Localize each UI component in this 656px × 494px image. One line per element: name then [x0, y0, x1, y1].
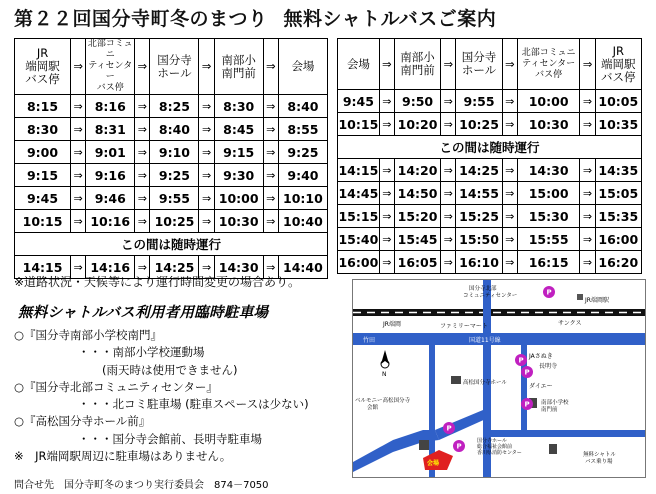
departure-time: 14:15: [338, 159, 380, 182]
departure-time: 10:10: [278, 187, 327, 210]
arrow-icon: ⇒: [263, 118, 278, 141]
svg-text:会場: 会場: [427, 460, 440, 467]
map-label-taketa: 竹田: [363, 337, 376, 344]
arrow-icon: ⇒: [502, 159, 517, 182]
map-label-minami: 南部小学校南門前: [541, 400, 569, 413]
departure-time: 14:40: [278, 256, 327, 279]
arrow-icon: ⇒: [580, 251, 595, 274]
svg-text:P: P: [456, 442, 462, 451]
departure-time: 9:55: [456, 90, 502, 113]
arrow-icon: ⇒: [441, 251, 456, 274]
departure-time: 15:00: [517, 182, 580, 205]
arrow-icon: ⇒: [502, 205, 517, 228]
svg-text:P: P: [446, 424, 452, 433]
departure-time: 8:31: [86, 118, 135, 141]
parking-list-item: ・・・国分寺会館前、長明寺駐車場: [78, 431, 262, 446]
arrow-icon: ⇒: [441, 228, 456, 251]
parking-list-item: ○『国分寺北部コミュニティセンター』: [14, 379, 218, 394]
arrow-icon: ⇒: [580, 90, 595, 113]
venue-marker: [423, 450, 453, 470]
table-row: [15, 164, 328, 187]
departure-time: 15:35: [595, 205, 641, 228]
arrow-icon: ⇒: [441, 159, 456, 182]
arrow-icon: ⇒: [71, 210, 86, 233]
table-row: [338, 113, 642, 136]
departure-time: 10:00: [214, 187, 263, 210]
departure-time: 10:40: [278, 210, 327, 233]
departure-time: 15:05: [595, 182, 641, 205]
parking-list-item: ※ JR端岡駅周辺に駐車場はありません。: [14, 449, 232, 464]
arrow-icon: ⇒: [379, 39, 394, 90]
departure-time: 15:15: [338, 205, 380, 228]
svg-text:N: N: [382, 371, 387, 378]
table-row: [15, 187, 328, 210]
arrow-icon: ⇒: [199, 210, 214, 233]
departure-time: 9:50: [394, 90, 440, 113]
page-title: [14, 4, 496, 31]
arrow-icon: ⇒: [199, 256, 214, 279]
parking-marker-hall: [515, 354, 527, 366]
arrow-icon: ⇒: [502, 228, 517, 251]
departure-time: 9:46: [86, 187, 135, 210]
map-label-bellmart: ベルモニー高松国分寺会館: [355, 398, 411, 411]
arrow-icon: ⇒: [379, 90, 394, 113]
map-label-jr: JR端岡: [383, 321, 401, 328]
arrow-icon: ⇒: [441, 205, 456, 228]
departure-time: 14:30: [214, 256, 263, 279]
arrow-icon: ⇒: [441, 39, 456, 90]
arrow-icon: ⇒: [580, 159, 595, 182]
stop-header: 南部小 南門前: [394, 39, 440, 90]
departure-time: 16:15: [517, 251, 580, 274]
table-row: [15, 118, 328, 141]
arrow-icon: ⇒: [580, 205, 595, 228]
table-row: [338, 90, 642, 113]
arrow-icon: ⇒: [71, 39, 86, 95]
departure-time: 16:20: [595, 251, 641, 274]
departure-time: 9:15: [214, 141, 263, 164]
stop-header: JR 端岡駅 バス停: [15, 39, 71, 95]
arrow-icon: ⇒: [502, 182, 517, 205]
arrow-icon: ⇒: [263, 95, 278, 118]
header-row: [338, 39, 642, 90]
parking-list-item: ・・・北コミ駐車場 (駐車スペースは少ない): [78, 397, 309, 412]
stop-header: 国分寺 ホール: [456, 39, 502, 90]
svg-text:P: P: [518, 356, 524, 365]
stop-header: 会場: [338, 39, 380, 90]
departure-time: 10:25: [456, 113, 502, 136]
map-label-hall: 高松国分寺ホール: [463, 380, 507, 386]
departure-time: 15:45: [394, 228, 440, 251]
parking-list-item: ○『高松国分寺ホール前』: [14, 414, 151, 429]
table-row: [338, 205, 642, 228]
departure-time: 15:40: [338, 228, 380, 251]
timetable-outbound: [14, 38, 328, 279]
table-row: [15, 141, 328, 164]
diagonal-road: [435, 410, 488, 440]
table-row: [338, 251, 642, 274]
stop-header: 南部小 南門前: [214, 39, 263, 95]
arrow-icon: ⇒: [379, 159, 394, 182]
departure-time: 8:55: [278, 118, 327, 141]
north-arrow-icon: [381, 350, 389, 378]
arrow-icon: ⇒: [199, 95, 214, 118]
departure-time: 10:05: [595, 90, 641, 113]
departure-time: 10:00: [517, 90, 580, 113]
irregular-service-row: [338, 136, 642, 159]
arrow-icon: ⇒: [135, 39, 150, 95]
arrow-icon: ⇒: [71, 256, 86, 279]
departure-time: 8:30: [214, 95, 263, 118]
delay-note: ※道路状況・天候等により運行時間変更の場合あり。: [14, 275, 301, 289]
arrow-icon: ⇒: [441, 182, 456, 205]
departure-time: 10:20: [394, 113, 440, 136]
arrow-icon: ⇒: [71, 95, 86, 118]
bellmart-building: [419, 440, 429, 450]
arrow-icon: ⇒: [580, 39, 595, 90]
departure-time: 16:00: [595, 228, 641, 251]
arrow-icon: ⇒: [135, 164, 150, 187]
map-graphic: [353, 280, 645, 477]
departure-time: 8:25: [150, 95, 199, 118]
departure-time: 15:20: [394, 205, 440, 228]
departure-time: 10:30: [214, 210, 263, 233]
irregular-service-label: この間は随時運行: [15, 233, 328, 256]
map-label-shuttle: 無料シャトルバス乗り場: [583, 452, 616, 465]
timetable-return: [337, 38, 642, 274]
departure-time: 9:30: [214, 164, 263, 187]
arrow-icon: ⇒: [135, 187, 150, 210]
header-row: [15, 39, 328, 95]
hall-building: [451, 376, 461, 384]
map-label-ja: JAさぬき: [529, 353, 553, 360]
arrow-icon: ⇒: [502, 90, 517, 113]
departure-time: 10:15: [338, 113, 380, 136]
departure-time: 8:16: [86, 95, 135, 118]
svg-text:P: P: [546, 288, 552, 297]
parking-list-item: ○『国分寺南部小学校南門』: [14, 328, 163, 342]
arrow-icon: ⇒: [263, 256, 278, 279]
stop-header: 会場: [278, 39, 327, 95]
parking-marker-choumeiji: [521, 366, 533, 378]
departure-time: 9:00: [15, 141, 71, 164]
departure-time: 8:45: [214, 118, 263, 141]
stop-header: 国分寺 ホール: [150, 39, 199, 95]
departure-time: 14:20: [394, 159, 440, 182]
departure-time: 14:45: [338, 182, 380, 205]
stop-header: JR 端岡駅 バス停: [595, 39, 641, 90]
departure-time: 8:40: [278, 95, 327, 118]
departure-time: 15:55: [517, 228, 580, 251]
parking-marker-community: [543, 286, 555, 298]
arrow-icon: ⇒: [199, 164, 214, 187]
departure-time: 14:25: [150, 256, 199, 279]
departure-time: 10:35: [595, 113, 641, 136]
departure-time: 10:30: [517, 113, 580, 136]
arrow-icon: ⇒: [502, 39, 517, 90]
arrow-icon: ⇒: [263, 164, 278, 187]
departure-time: 15:25: [456, 205, 502, 228]
arrow-icon: ⇒: [135, 118, 150, 141]
map-label-daiei: ダイエー: [529, 383, 553, 390]
departure-time: 8:30: [15, 118, 71, 141]
table-row: [338, 159, 642, 182]
arrow-icon: ⇒: [580, 182, 595, 205]
arrow-icon: ⇒: [502, 251, 517, 274]
arrow-icon: ⇒: [71, 118, 86, 141]
departure-time: 10:16: [86, 210, 135, 233]
contact-info: 問合せ先 国分寺町冬のまつり実行委員会 874－7050: [14, 480, 269, 491]
lower-east-road: [491, 430, 645, 437]
arrow-icon: ⇒: [379, 113, 394, 136]
parking-list-item: ・・・南部小学校運動場: [78, 345, 205, 360]
departure-time: 14:50: [394, 182, 440, 205]
departure-time: 9:16: [86, 164, 135, 187]
table-row: [338, 228, 642, 251]
arrow-icon: ⇒: [71, 164, 86, 187]
table-row: [15, 95, 328, 118]
departure-time: 9:55: [150, 187, 199, 210]
departure-time: 8:40: [150, 118, 199, 141]
map-label-venue-center: 国分寺ホール総合福祉会館前香川県消防センター: [477, 438, 522, 456]
departure-time: 9:40: [278, 164, 327, 187]
irregular-service-label: この間は随時運行: [338, 136, 642, 159]
departure-time: 9:15: [15, 164, 71, 187]
table-row: [15, 210, 328, 233]
departure-time: 9:01: [86, 141, 135, 164]
station-building: [577, 294, 583, 300]
departure-time: 16:10: [456, 251, 502, 274]
departure-time: 9:25: [150, 164, 199, 187]
map-label-choumeiji: 長明寺: [539, 363, 558, 370]
parking-marker-venue-1: [443, 422, 455, 434]
arrow-icon: ⇒: [71, 187, 86, 210]
irregular-service-row: [15, 233, 328, 256]
map-label-yosan: 予讃線: [369, 301, 388, 308]
arrow-icon: ⇒: [379, 228, 394, 251]
parking-title: 無料シャトルバス利用者用臨時駐車場: [18, 305, 269, 321]
map-label-sunkus: サンクス: [558, 320, 582, 327]
svg-text:P: P: [524, 368, 530, 377]
arrow-icon: ⇒: [135, 95, 150, 118]
departure-time: 14:25: [456, 159, 502, 182]
departure-time: 14:35: [595, 159, 641, 182]
parking-marker-school: [521, 398, 533, 410]
arrow-icon: ⇒: [263, 210, 278, 233]
access-map: [352, 279, 646, 478]
arrow-icon: ⇒: [263, 141, 278, 164]
stop-header: 北部コミュニ ティセンター バス停: [517, 39, 580, 90]
departure-time: 9:10: [150, 141, 199, 164]
map-label-route11: 国道11号線: [469, 337, 501, 344]
departure-time: 16:00: [338, 251, 380, 274]
arrow-icon: ⇒: [580, 228, 595, 251]
departure-time: 14:16: [86, 256, 135, 279]
departure-time: 10:25: [150, 210, 199, 233]
arrow-icon: ⇒: [502, 113, 517, 136]
map-label-family: ファミリーマート: [440, 323, 488, 330]
departure-time: 9:45: [338, 90, 380, 113]
arrow-icon: ⇒: [379, 205, 394, 228]
departure-time: 10:15: [15, 210, 71, 233]
stop-header: 北部コミュニ ティセンター バス停: [86, 39, 135, 95]
arrow-icon: ⇒: [199, 141, 214, 164]
arrow-icon: ⇒: [71, 141, 86, 164]
map-label-community: 国分寺北部コミュニティセンター: [463, 286, 518, 299]
departure-time: 16:05: [394, 251, 440, 274]
parking-list: [14, 327, 309, 465]
departure-time: 14:15: [15, 256, 71, 279]
shuttle-stop: [549, 444, 557, 454]
arrow-icon: ⇒: [580, 113, 595, 136]
arrow-icon: ⇒: [263, 39, 278, 95]
arrow-icon: ⇒: [441, 113, 456, 136]
arrow-icon: ⇒: [135, 256, 150, 279]
arrow-icon: ⇒: [135, 141, 150, 164]
departure-time: 15:50: [456, 228, 502, 251]
arrow-icon: ⇒: [263, 187, 278, 210]
arrow-icon: ⇒: [199, 118, 214, 141]
arrow-icon: ⇒: [135, 210, 150, 233]
parking-marker-venue-2: [453, 440, 465, 452]
arrow-icon: ⇒: [199, 39, 214, 95]
map-label-hashioka: JR端岡駅: [585, 297, 609, 304]
arrow-icon: ⇒: [379, 251, 394, 274]
departure-time: 15:30: [517, 205, 580, 228]
title-sub: 無料シャトルバスご案内: [283, 8, 497, 30]
departure-time: 8:15: [15, 95, 71, 118]
arrow-icon: ⇒: [441, 90, 456, 113]
arrow-icon: ⇒: [379, 182, 394, 205]
table-row: [338, 182, 642, 205]
parking-list-item: (雨天時は使用できません): [102, 362, 238, 377]
departure-time: 9:25: [278, 141, 327, 164]
departure-time: 14:30: [517, 159, 580, 182]
departure-time: 9:45: [15, 187, 71, 210]
svg-text:P: P: [524, 400, 530, 409]
title-main: 第２２回国分寺町冬のまつり: [14, 8, 268, 30]
arrow-icon: ⇒: [199, 187, 214, 210]
departure-time: 14:55: [456, 182, 502, 205]
